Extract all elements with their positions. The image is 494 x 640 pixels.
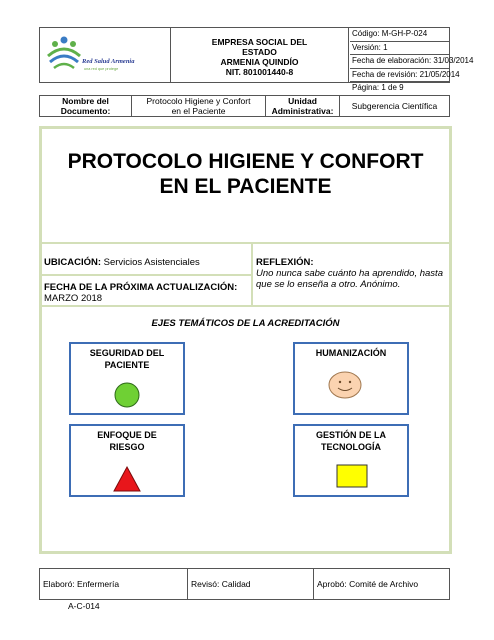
form-code: A-C-014 <box>68 601 100 611</box>
label-line: Documento: <box>60 105 111 116</box>
label-line: Administrativa: <box>271 105 334 116</box>
red-salud-logo-icon <box>44 34 84 74</box>
document-info-row <box>39 95 450 117</box>
axis-label: RIESGO <box>109 442 145 452</box>
axis-box-humanization <box>293 342 409 415</box>
location-label: UBICACIÓN: <box>44 257 101 268</box>
yellow-square-icon <box>336 464 368 488</box>
axis-label: PACIENTE <box>104 360 150 370</box>
approved-by: Aprobó: Comité de Archivo <box>317 579 419 589</box>
red-triangle-icon <box>113 466 141 492</box>
document-metadata <box>350 28 474 92</box>
doc-name-value <box>132 96 266 116</box>
reviewed-by: Revisó: Calidad <box>188 569 314 599</box>
axis-label: HUMANIZACIÓN <box>315 348 387 358</box>
doc-page: Página: 1 de 9 <box>352 83 404 92</box>
doc-code: Código: M-GH-P-024 <box>350 28 449 42</box>
accreditation-axes-title: EJES TEMÁTICOS DE LA ACREDITACIÓN <box>151 318 340 329</box>
reflection-label: REFLEXIÓN: <box>256 257 314 268</box>
document-title <box>42 149 449 199</box>
axis-label: GESTIÓN DE LA <box>315 430 386 440</box>
reflection <box>256 257 451 290</box>
location-value: Servicios Asistenciales <box>103 257 200 268</box>
smiley-face-icon <box>327 370 363 400</box>
logo-text: Red Salud Armenia <box>82 58 135 65</box>
company-nit: NIT. 801001440-8 <box>225 67 294 77</box>
document-header <box>39 27 474 92</box>
company-line: EMPRESA SOCIAL DEL <box>211 37 308 47</box>
green-circle-icon <box>114 382 140 408</box>
reflection-text: Uno nunca sabe cuánto ha aprendido, hasta que se lo enseña a otro. Anónimo. <box>256 268 443 290</box>
axis-box-technology-management <box>293 424 409 497</box>
next-update-value: MARZO 2018 <box>44 293 103 304</box>
unit-label <box>266 96 340 116</box>
divider <box>251 243 253 305</box>
logo-subtitle: una red que protege <box>84 67 119 71</box>
title-line: PROTOCOLO HIGIENE Y CONFORT <box>67 150 424 173</box>
axis-label: SEGURIDAD DEL <box>89 348 165 358</box>
divider <box>42 274 251 276</box>
label-line: Unidad <box>288 96 317 106</box>
divider <box>42 242 449 244</box>
company-line: ARMENIA QUINDÍO <box>220 57 299 67</box>
company-name <box>171 28 349 82</box>
value-line: en el Paciente <box>171 105 226 116</box>
label-line: Nombre del <box>62 96 109 106</box>
doc-name-label <box>40 96 132 116</box>
doc-version: Versión: 1 <box>350 42 449 56</box>
title-line: EN EL PACIENTE <box>159 175 332 198</box>
main-content-frame <box>39 126 452 554</box>
location <box>44 257 200 268</box>
doc-created-date: Fecha de elaboración: 31/03/2014 <box>350 55 449 69</box>
prepared-by: Elaboró: Enfermería <box>40 569 188 599</box>
value-line: Protocolo Higiene y Confort <box>146 96 251 106</box>
axis-box-risk-approach <box>69 424 185 497</box>
axis-label: ENFOQUE DE <box>97 430 157 440</box>
divider <box>42 305 449 307</box>
axis-box-patient-safety <box>69 342 185 415</box>
company-logo <box>40 28 171 82</box>
document-footer <box>39 568 450 600</box>
next-update <box>44 282 237 304</box>
doc-revised-date: Fecha de revisión: 21/05/2014 <box>350 69 449 83</box>
axis-label: TECNOLOGÍA <box>321 442 381 452</box>
company-line: ESTADO <box>242 47 277 57</box>
next-update-label: FECHA DE LA PRÓXIMA ACTUALIZACIÓN: <box>44 282 238 293</box>
unit-value: Subgerencia Científica <box>351 101 438 111</box>
